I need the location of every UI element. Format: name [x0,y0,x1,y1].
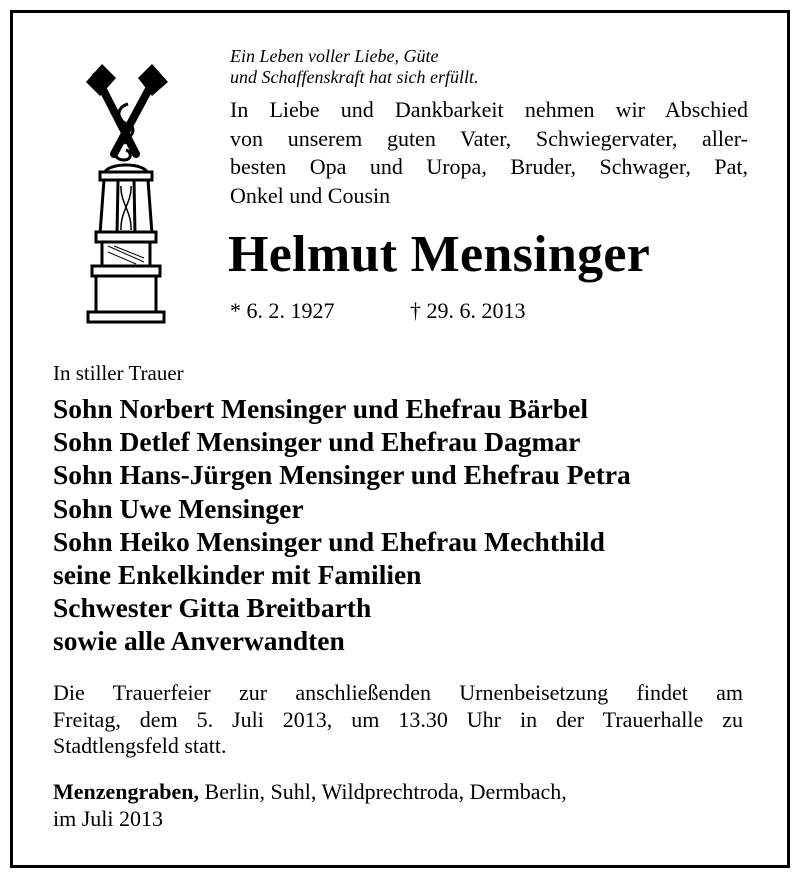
place-line [53,778,567,805]
notice-line: Die Trauerfeier zur anschließenden Urnenbeisetzung findet am [53,680,743,705]
mourner-line: Sohn Norbert Mensinger und Ehefrau Bärbel [53,393,589,424]
miners-lamp-hammer-and-pick-icon [84,62,168,326]
mourner-line: Sohn Hans-Jürgen Mensinger und Ehefrau Petra [53,459,631,491]
intro-line: Onkel und Cousin [230,182,391,208]
place-and-date [53,778,567,832]
mourner-line: seine Enkelkinder mit Familien [53,559,422,591]
mourners-list [53,392,631,658]
quote [230,46,478,88]
issue-date: im Juli 2013 [53,806,164,831]
death-date: † 29. 6. 2013 [410,298,526,323]
mourner-line: Sohn Detlef Mensinger und Ehefrau Dagmar [53,426,581,458]
funeral-notice [53,680,743,760]
deceased-name: Helmut Mensinger [228,226,651,283]
notice-line: Freitag, dem 5. Juli 2013, um 13.30 Uhr in der Trauerhalle zu [53,706,743,732]
mourner-line: Sohn Heiko Mensinger und Ehefrau Mechthild [53,525,605,557]
other-places: Berlin, Suhl, Wildprechtroda, Dermbach, [199,779,567,804]
mourner-line: Sohn Uwe Mensinger [53,492,304,524]
intro-text [230,96,748,210]
intro-line: In Liebe und Dankbarkeit nehmen wir Abschied [230,97,748,122]
notice-line: Stadtlengsfeld statt. [53,733,227,758]
mourning-heading: In stiller Trauer [53,361,184,385]
intro-line: besten Opa und Uropa, Bruder, Schwager, Pat, [230,154,748,179]
intro-line: von unserem guten Vater, Schwiegervater, aller- [230,125,748,151]
birth-date: * 6. 2. 1927 [230,298,335,323]
mourner-line: sowie alle Anverwandten [53,625,345,657]
main-place: Menzengraben, [53,779,200,804]
mourner-line: Schwester Gitta Breitbarth [53,592,372,624]
quote-line: Ein Leben voller Liebe, Güte [230,46,439,66]
quote-line: und Schaffenskraft hat sich erfüllt. [230,67,479,87]
life-dates [230,297,526,325]
